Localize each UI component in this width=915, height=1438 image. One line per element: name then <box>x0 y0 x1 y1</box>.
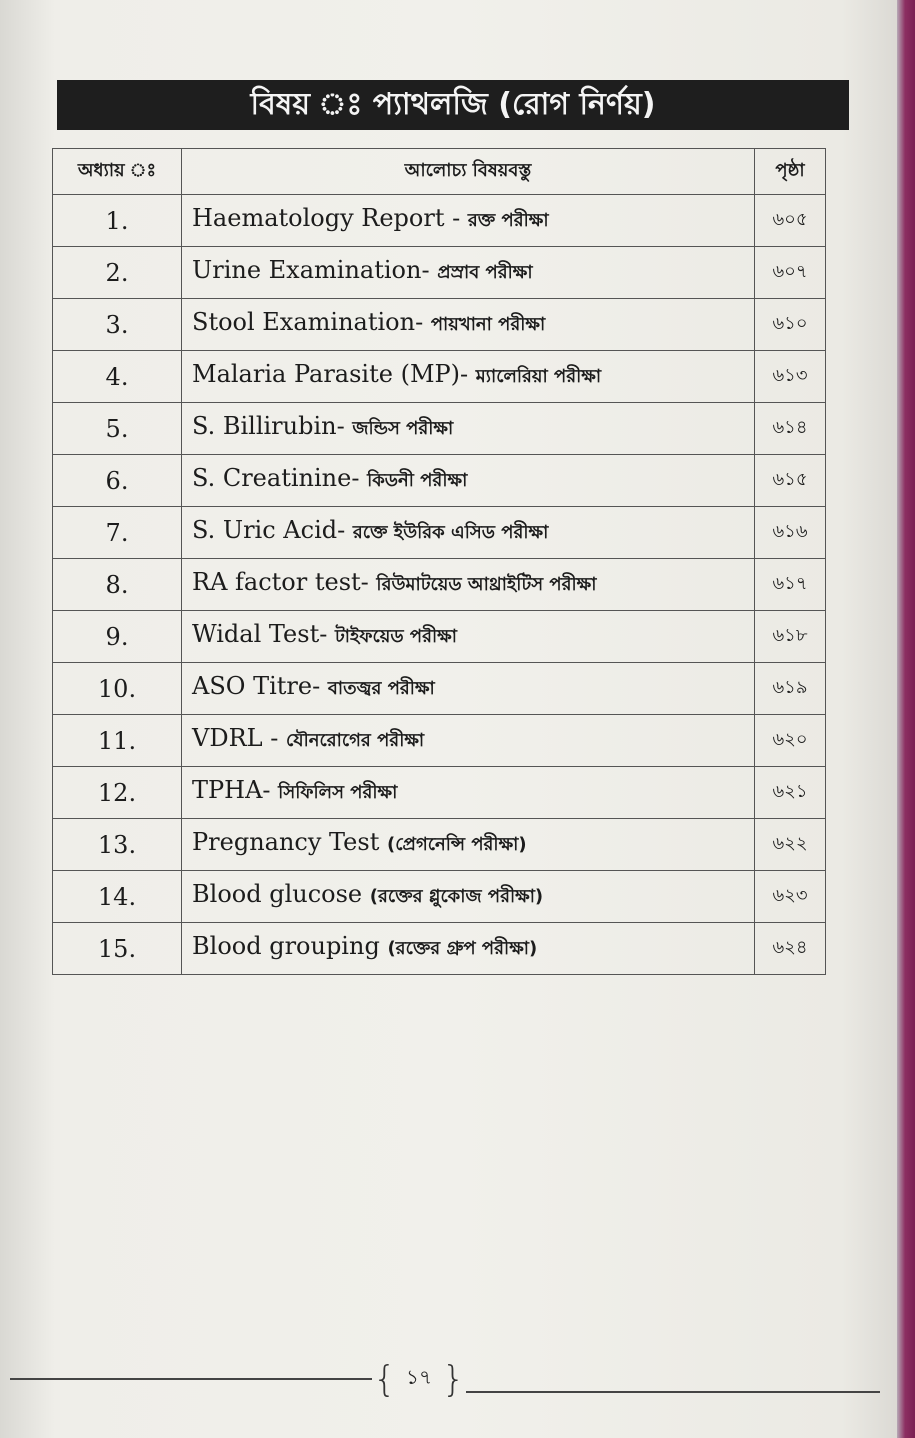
subject-english: S. Creatinine <box>192 464 352 492</box>
subject-cell <box>182 923 755 975</box>
subject-english: Blood glucose <box>192 880 363 908</box>
subject-english: ASO Titre <box>192 672 313 700</box>
footer-rule-left <box>10 1378 372 1380</box>
page-number: ৬২২ <box>755 819 826 871</box>
subject-separator: - <box>312 672 328 700</box>
subject-english: S. Billirubin <box>192 412 337 440</box>
footer-page-number <box>372 1356 466 1402</box>
subject-cell <box>182 351 755 403</box>
subject-english: Malaria Parasite (MP) <box>192 360 461 388</box>
subject-bengali: যৌনরোগের পরীক্ষা <box>285 730 425 751</box>
subject-cell <box>182 299 755 351</box>
page-number: ৬১০ <box>755 299 826 351</box>
subject-bengali: সিফিলিস পরীক্ষা <box>278 782 398 803</box>
subject-english: Blood grouping <box>192 932 380 960</box>
subject-cell <box>182 767 755 819</box>
table-row <box>53 247 826 299</box>
page-number: ৬২১ <box>755 767 826 819</box>
chapter-number: 5. <box>53 403 182 455</box>
subject-separator: - <box>444 204 468 232</box>
subject-cell <box>182 507 755 559</box>
subject-cell <box>182 611 755 663</box>
table-row <box>53 767 826 819</box>
subject-english: TPHA <box>192 776 263 804</box>
subject-bengali: পায়খানা পরীক্ষা <box>430 314 546 335</box>
contents-table <box>52 148 826 975</box>
table-row <box>53 195 826 247</box>
header-page: পৃষ্ঠা <box>755 149 826 195</box>
footer-rule-right <box>466 1391 880 1393</box>
subject-english: VDRL <box>192 724 263 752</box>
table-row <box>53 871 826 923</box>
chapter-number: 9. <box>53 611 182 663</box>
subject-separator: - <box>336 412 353 440</box>
subject-separator: - <box>421 256 438 284</box>
page-number: ৬০৫ <box>755 195 826 247</box>
subject-cell <box>182 455 755 507</box>
subject-english: RA factor test <box>192 568 361 596</box>
bracket-left-icon: { <box>373 1358 397 1400</box>
table-row <box>53 507 826 559</box>
chapter-number: 2. <box>53 247 182 299</box>
header-subject: আলোচ্য বিষয়বস্তু <box>182 149 755 195</box>
subject-english: Pregnancy Test <box>192 828 380 856</box>
subject-bengali: বাতজ্বর পরীক্ষা <box>327 678 435 699</box>
subject-bengali: রিউমাটয়েড আথ্রাইটিস পরীক্ষা <box>376 574 597 595</box>
page-number: ৬০৭ <box>755 247 826 299</box>
page-number: ৬২৩ <box>755 871 826 923</box>
subject-cell <box>182 403 755 455</box>
chapter-number: 1. <box>53 195 182 247</box>
subject-cell <box>182 715 755 767</box>
table-row <box>53 455 826 507</box>
subject-separator <box>362 880 370 908</box>
subject-bengali: কিডনী পরীক্ষা <box>367 470 468 491</box>
chapter-number: 12. <box>53 767 182 819</box>
page-number: ৬১৭ <box>755 559 826 611</box>
table-body <box>53 195 826 975</box>
table-row <box>53 663 826 715</box>
header-chapter: অধ্যায় ঃ <box>53 149 182 195</box>
chapter-number: 6. <box>53 455 182 507</box>
page-number: ৬১৩ <box>755 351 826 403</box>
table-row <box>53 715 826 767</box>
subject-cell <box>182 871 755 923</box>
subject-english: Urine Examination <box>192 256 422 284</box>
subject-bengali: জন্ডিস পরীক্ষা <box>352 418 454 439</box>
table-row <box>53 299 826 351</box>
subject-cell <box>182 195 755 247</box>
page-number: ৬১৯ <box>755 663 826 715</box>
subject-bengali: টাইফয়েড পরীক্ষা <box>334 626 457 647</box>
subject-bengali: রক্তে ইউরিক এসিড পরীক্ষা <box>352 522 549 543</box>
book-cover-edge <box>897 0 915 1438</box>
chapter-number: 13. <box>53 819 182 871</box>
table-row <box>53 403 826 455</box>
subject-bengali: (রক্তের গ্লুকোজ পরীক্ষা) <box>369 886 544 907</box>
subject-separator: - <box>319 620 335 648</box>
chapter-number: 10. <box>53 663 182 715</box>
subject-separator: - <box>415 308 431 336</box>
subject-english: Widal Test <box>192 620 320 648</box>
subject-english: Haematology Report <box>192 204 445 232</box>
page-number-text: ১৭ <box>406 1364 432 1389</box>
subject-separator: - <box>360 568 377 596</box>
chapter-number: 11. <box>53 715 182 767</box>
subject-separator: - <box>460 360 476 388</box>
subject-cell <box>182 247 755 299</box>
subject-separator <box>379 828 387 856</box>
subject-cell <box>182 559 755 611</box>
chapter-number: 3. <box>53 299 182 351</box>
subject-bengali: (প্রেগনেন্সি পরীক্ষা) <box>387 834 527 855</box>
bracket-right-icon: } <box>442 1358 465 1400</box>
page-number: ৬১৪ <box>755 403 826 455</box>
table-row <box>53 819 826 871</box>
subject-english: S. Uric Acid <box>192 516 338 544</box>
page-number: ৬২০ <box>755 715 826 767</box>
subject-separator: - <box>337 516 353 544</box>
chapter-number: 15. <box>53 923 182 975</box>
subject-separator: - <box>262 776 279 804</box>
subject-separator: - <box>351 464 368 492</box>
subject-cell <box>182 663 755 715</box>
chapter-number: 14. <box>53 871 182 923</box>
chapter-number: 8. <box>53 559 182 611</box>
subject-bengali: (রক্তের গ্রুপ পরীক্ষা) <box>387 938 538 959</box>
table-row <box>53 351 826 403</box>
page-number: ৬১৮ <box>755 611 826 663</box>
chapter-number: 7. <box>53 507 182 559</box>
page-number: ৬১৬ <box>755 507 826 559</box>
subject-cell <box>182 819 755 871</box>
subject-separator: - <box>262 724 286 752</box>
subject-bengali: প্রস্রাব পরীক্ষা <box>437 262 533 283</box>
page-number: ৬১৫ <box>755 455 826 507</box>
table-row <box>53 559 826 611</box>
subject-english: Stool Examination <box>192 308 416 336</box>
page-number: ৬২৪ <box>755 923 826 975</box>
table-header-row <box>53 149 826 195</box>
subject-bengali: ম্যালেরিয়া পরীক্ষা <box>475 366 602 387</box>
section-title-banner: বিষয় ঃ প্যাথলজি (রোগ নির্ণয়) <box>57 80 849 130</box>
subject-bengali: রক্ত পরীক্ষা <box>467 210 549 231</box>
chapter-number: 4. <box>53 351 182 403</box>
table-row <box>53 611 826 663</box>
table-row <box>53 923 826 975</box>
